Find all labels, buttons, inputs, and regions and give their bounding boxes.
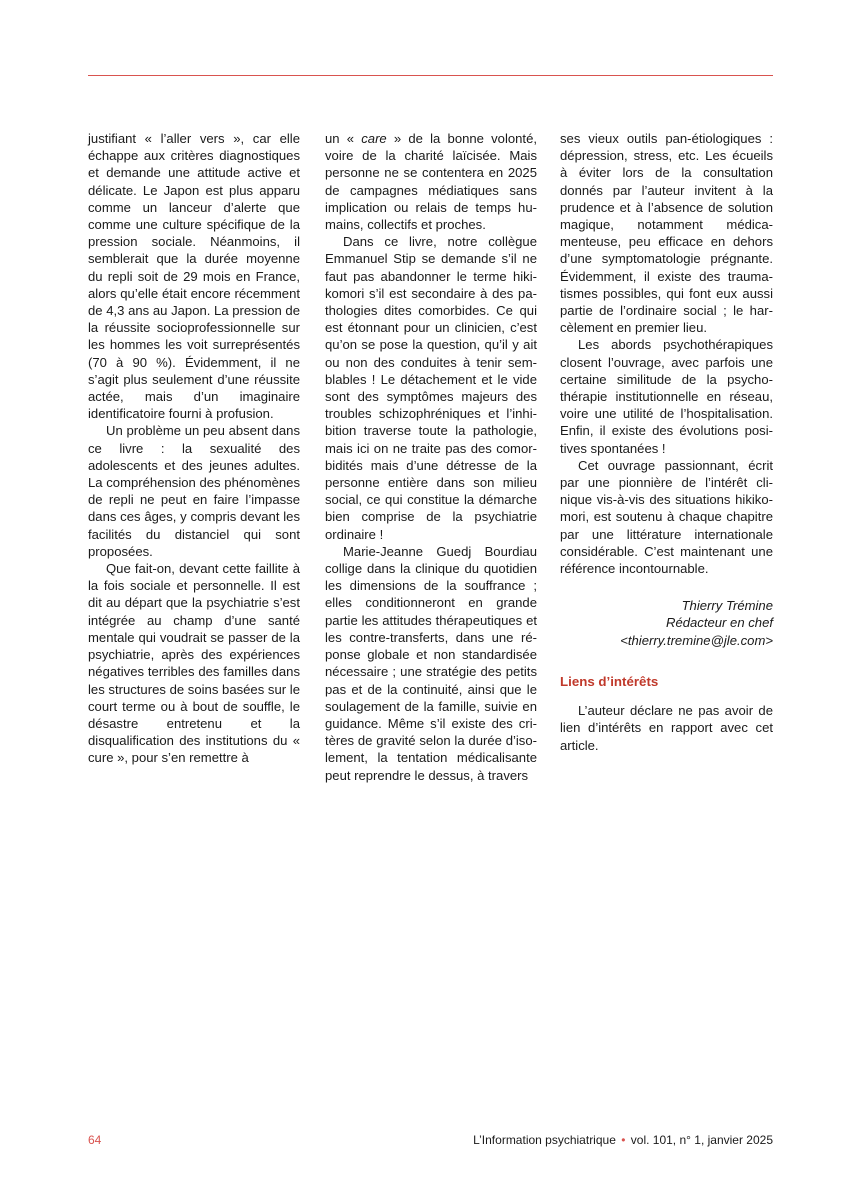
journal-issue: vol. 101, n° 1, janvier 2025 (630, 1133, 773, 1147)
paragraph (325, 130, 537, 233)
paragraph: Dans ce livre, notre collègue Emmanuel Stip se demande s’il ne faut pas abandonner le terme hikikomori s’il est secondaire à des pathologies dites comorbides. Ce qui est étonnant pour un clinicien, c’est qu’on se pose la question, qu’il y ait ou non des conduites à tenir semblables ! Le détachement et le vide sont des symptômes majeurs des troubles schizophréniques et l’inhibition traverse toute la pathologie, mais ici on ne traite pas des comorbidités mais d’une détresse de la personne entière dans son milieu social, ce qui constitue la démarche bien comprise de la psychiatrie ordinaire ! (325, 234, 537, 542)
paragraph: Un problème un peu absent dans ce livre : la sexualité des adolescents et des jeunes adultes. La compréhension des phénomènes de repli ne peut en faire l’impasse dans ces âges, y compris devant les facilités du distanciel qui sont proposées. (88, 423, 300, 559)
text-column-1 (88, 130, 300, 767)
signature-email[interactable]: <thierry.tremine@jle.com> (620, 632, 773, 648)
paragraph: ses vieux outils pan-étiologiques : dépression, stress, etc. Les écueils à éviter lors de la consultation donnés par l’auteur invitent à la prudence et à l’absence de solution magique, notamment médicamenteuse, peu efficace en dehors d’une symptomatologie prégnante. Évidemment, il existe des traumatismes possibles, qui font eux aussi partie de l’ordinaire social ; le harcèlement en premier lieu. (560, 131, 773, 336)
paragraph-rest: » de la bonne volonté, voire de la charité laïcisée. Mais personne ne se contentera en 2025 de campagnes médiatiques sans implication ou relais de temps humains, collectifs et proches. (325, 131, 537, 233)
text-column-2 (325, 130, 537, 784)
header-rule (88, 75, 773, 76)
text-column-3 (560, 130, 773, 754)
emphasis-care: care (361, 131, 387, 146)
signature-name: Thierry Trémine (681, 598, 773, 614)
signature-role: Rédacteur en chef (665, 615, 773, 631)
conflicts-heading: Liens d’intérêts (560, 673, 659, 689)
paragraph: Les abords psychothérapiques closent l’ouvrage, avec parfois une certaine similitude de la psychothérapie institutionnelle en réseau, voire une utilité de l’hospitalisation. Enfin, il existe des évolutions positives spontanées ! (560, 337, 773, 456)
signature (560, 597, 773, 649)
journal-reference (473, 1133, 773, 1147)
paragraph: Cet ouvrage passionnant, écrit par une pionnière de l’intérêt clinique vis-à-vis des situations hikikomori, est soutenu à chaque chapitre par une littérature internationale considérable. C’est maintenant une référence incontournable. (560, 457, 773, 577)
page-number: 64 (88, 1133, 102, 1147)
conflicts-text: L’auteur déclare ne pas avoir de lien d’intérêts en rapport avec cet article. (560, 703, 773, 753)
footer-separator: • (621, 1133, 626, 1147)
journal-title: L’Information psychiatrique (473, 1133, 616, 1147)
paragraph-prefix: un « (325, 131, 362, 146)
paragraph: Que fait-on, devant cette faillite à la fois sociale et personnelle. Il est dit au départ que la psychiatrie s’est intégrée au champ d’une santé mentale qui voudrait se passer de la psychiatrie, après des expériences négatives terribles des familles dans les structures de soins basées sur le court terme ou à bout de souffle, le désastre entretenu et la disqualification des institutions du « cure », pour s’en remettre à (88, 561, 300, 766)
paragraph: justifiant « l’aller vers », car elle échappe aux critères diagnostiques et demande une attitude active et délicate. Le Japon est plus apparu comme un lanceur d’alerte que comme une culture spécifique de la pression sociale. Néanmoins, il semblerait que la durée moyenne du repli soit de 29 mois en France, alors qu’elle était encore récemment de 4,3 ans au Japon. La pression de la réussite socioprofessionnelle sur les hommes les voit surreprésentés (70 à 90 %). Évidemment, il ne s’agit plus seulement d’une réussite actée, mais d’un imaginaire identificatoire fourni à profusion. (88, 131, 300, 422)
paragraph: Marie-Jeanne Guedj Bourdiau collige dans la clinique du quotidien les dimensions de la souffrance ; elles conditionneront en grande partie les attitudes thérapeutiques et les contre-transferts, dans une réponse globale et non standardisée nécessaire ; une stratégie des petits pas et de la continuité, ainsi que le soulagement de la famille, suivie en guidance. Même s’il existe des critères de gravité selon la durée d’isolement, la tentation médicalisante peut reprendre le dessus, à travers (325, 543, 537, 783)
